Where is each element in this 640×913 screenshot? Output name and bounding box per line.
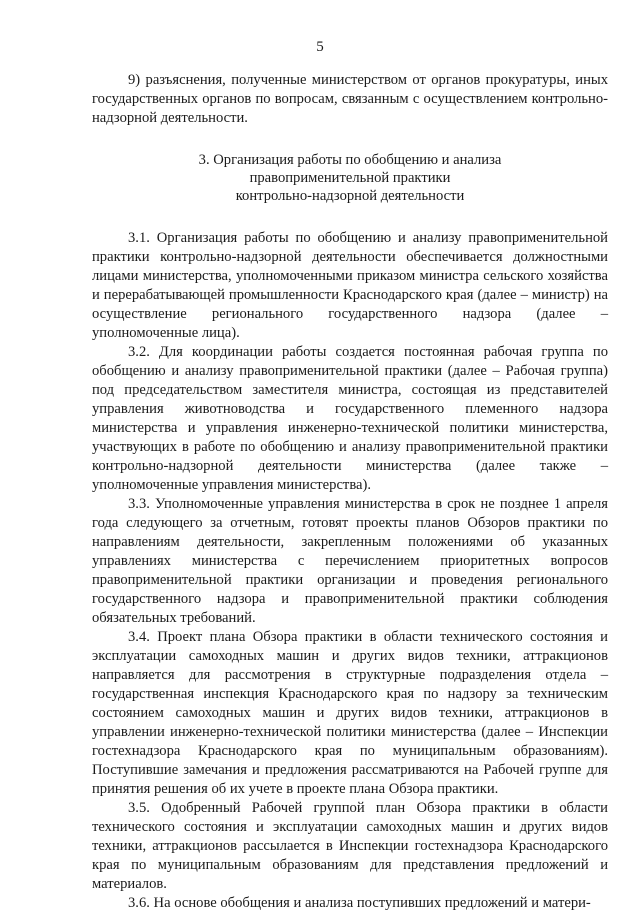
paragraph-3-3: 3.3. Уполномоченные управления министерства в срок не позднее 1 апреля года следующего за отчетным, готовят проекты планов Обзоров практики по направлениям деятельности, закрепленным положениями об указанных управлениях министерства с перечислением приоритетных вопросов правоприменительной практики организации и проведения регионального государственного надзора и правоприменительной практики соблюдения обязательных требований. [92,496,608,626]
document-body [92,71,608,913]
paragraph-3-1: 3.1. Организация работы по обобщению и анализу правоприменительной практики контрольно-надзорной деятельности обеспечивается должностными лицами министерства, уполномоченными приказом министра сельского хозяйства и перерабатывающей промышленности Краснодарского края (далее – министр) на осуществление регионального государственного надзора (далее – уполномоченные лица). [92,230,608,341]
paragraph-3-2: 3.2. Для координации работы создается постоянная рабочая группа по обобщению и анализу правоприменительной практики (далее – Рабочая группа) под председательством заместителя министра, состоящая из представителей управления животноводства и государственного племенного надзора министерства и управления инженерно-технической политики министерства, участвующих в работе по обобщению и анализу правоприменительной практики контрольно-надзорной деятельности министерства (далее также – уполномоченные управления министерства). [92,344,608,493]
section-heading [92,151,608,205]
section-heading-line-3: контрольно-надзорной деятельности [235,188,465,204]
paragraph-3-5: 3.5. Одобренный Рабочей группой план Обзора практики в области технического состояния и эксплуатации самоходных машин и других видов техники, аттракционов рассылается в Инспекции гостехнадзора Краснодарского края по муниципальным образованиям для представления предложений и материалов. [92,800,608,892]
section-heading-line-2: правоприменительной практики [249,170,451,186]
paragraph-3-6: 3.6. На основе обобщения и анализа поступивших предложений и матери- [128,895,591,911]
intro-paragraph: 9) разъяснения, полученные министерством от органов прокуратуры, иных государственных органов по вопросам, связанным с осуществлением контрольно-надзорной деятельности. [92,72,608,126]
paragraph-3-4: 3.4. Проект плана Обзора практики в области технического состояния и эксплуатации самоходных машин и других видов техники, аттракционов направляется для рассмотрения в структурные подразделения отдела – государственная инспекция Краснодарского края по надзору за техническим состоянием самоходных машин и других видов техники, аттракционов в управлении инженерно-технической политики министерства (далее – Инспекции гостехнадзора Краснодарского края по муниципальным образованиям). Поступившие замечания и предложения рассматриваются на Рабочей группе для принятия решения об их учете в проекте плана Обзора практики. [92,629,608,797]
page-number: 5 [316,39,324,55]
section-heading-line-1: 3. Организация работы по обобщению и анализа [198,152,502,168]
